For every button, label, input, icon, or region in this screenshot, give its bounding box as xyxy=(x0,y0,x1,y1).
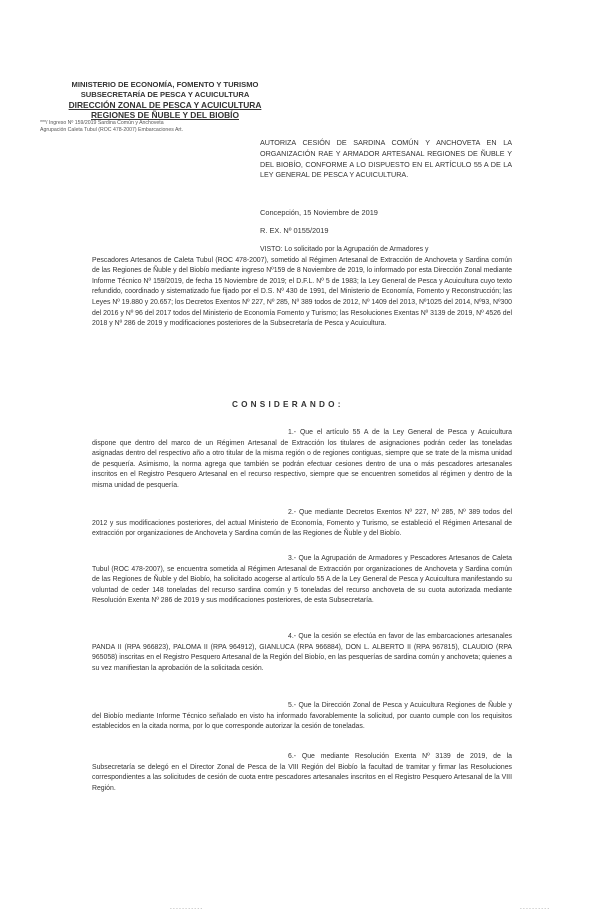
considerando-body: Regiones de Ñuble y del Biobío mediante Informe Técnico señalado en visto ha informado favorablemente la solicitud, por cuanto cumple con los requisitos establecidos en la citada norma, por lo que corresponde autorizar la cesión de toneladas. xyxy=(92,702,512,731)
considerando-body: Acuicultura dispone que dentro del marco de un Régimen Artesanal de Extracción los titulares de asignaciones podrán ceder las toneladas asignadas dentro del respectivo año a otro titular de la misma región o de regiones contiguas, siempre que se trate de la misma unidad de pesquería. Asimismo, la norma agrega que también se podrán efectuar cesiones dentro de una o más pescadores artesanales inscritos en el Registro Pesquero Artesanal en el recurso respectivo, siempre que se encuentren sometidos al régimen y dentro de la misma unidad de pesquería. xyxy=(92,429,512,489)
considerando-body: embarcaciones artesanales PANDA II (RPA 966823), PALOMA II (RPA 964912), GIANLUCA (RPA 966884), DON L. ALBERTO II (RPA 967815), CLAUDIO (RPA 965058) inscritas en el Registro Pesquero Artesanal de la Región del Biobío, en las pesquerías de sardina común y anchoveta; quienes a su vez manifiestan la aprobación de la solicitada cesión. xyxy=(92,633,512,672)
subsecretaria-name: SUBSECRETARÍA DE PESCA Y ACUICULTURA xyxy=(80,90,250,99)
considerando-6 xyxy=(92,752,512,794)
resolution-number: R. EX. Nº 0155/2019 xyxy=(260,226,329,235)
considerando-body: de la Subsecretaría se delegó en el Director Zonal de Pesca de la VIII Región del Biobío la facultad de tramitar y firmar las Resoluciones correspondientes a las solicitudes de cesión de cuota entre pescadores artesanales inscritos en el Registro Pesquero Artesanal de la VIII Región. xyxy=(92,753,512,792)
reference-line-2: Agrupación Caleta Tubul (ROC 478-2007) Embarcaciones Art. xyxy=(40,127,184,133)
considerando-3 xyxy=(92,554,512,607)
considerando-5 xyxy=(92,701,512,733)
visto-body: Pescadores Artesanos de Caleta Tubul (ROC 478-2007), sometido al Régimen Artesanal de Extracción de Anchoveta y Sardina común de las Regiones de Ñuble y del Biobío mediante ingreso Nº159 de 8 Noviembre de 2019, lo informado por esta Dirección Zonal mediante Informe Técnico Nº 159/2019, de fecha 15 Noviembre de 2019; el D.F.L. Nº 5 de 1983; la Ley General de Pesca y Acuicultura cuyo texto refundido, coordinado y sistematizado fue fijado por el D.S. Nº 430 de 1991, del Ministerio de Economía, Fomento y Reconstrucción; las Leyes Nº 19.880 y 20.657; los Decretos Exentos Nº 227, Nº 285, Nº 389 todos de 2012, Nº 1409 del 2013, Nº1025 del 2014, Nº93, Nº300 del 2016 y Nº 96 del 2017 todos del Ministerio de Economía Fomento y Turismo; las Resoluciones Exentas Nº 3139 de 2019, Nº 4526 del 2018 y Nº 286 de 2019 y modificaciones posteriores de la Subsecretaría de Pesca y Acuicultura. xyxy=(92,256,512,328)
considerando-4 xyxy=(92,632,512,674)
considerando-lead: 2.- Que mediante Decretos Exentos Nº 227, Nº 285, Nº xyxy=(288,509,466,516)
visto-lead: VISTO: Lo solicitado por la Agrupación de Armadores y xyxy=(260,246,429,253)
considerando-lead: 3.- Que la Agrupación de Armadores y Pescadores xyxy=(288,555,447,562)
footer-left-mark: - - - - - - - - - - - xyxy=(170,906,203,912)
considerando-lead: 1.- Que el artículo 55 A de la Ley General de Pesca y xyxy=(288,429,475,436)
considerando-body: Artesanos de Caleta Tubul (ROC 478-2007), se encuentra sometida al Régimen Artesanal de Extracción por organizaciones de Anchoveta y Sardina común de las Regiones de Ñuble y del Biobío, ha solicitado acogerse al artículo 55 A de la Ley General de Pesca y Acuicultura manifestando su voluntad de ceder 148 toneladas del recurso sardina común y 5 toneladas del recurso anchoveta de su cuota autorizada mediante Resolución Exenta Nº 286 de 2019 y sus modificaciones posteriores, de esta Subsecretaría. xyxy=(92,555,512,605)
considerando-lead: 4.- Que la cesión se efectúa en favor de las xyxy=(288,633,425,640)
considerando-lead: 5.- Que la Dirección Zonal de Pesca y Acuicultura xyxy=(288,702,444,709)
considerando-body: 389 todos del 2012 y sus modificaciones posteriores, del actual Ministerio de Economía, Fomento y Turismo, se estableció el Régimen Artesanal de extracción por organizaciones de Anchoveta y Sardina común de las Regiones de Ñuble y del Biobío. xyxy=(92,509,512,538)
visto-section xyxy=(92,245,512,330)
considerando-lead: 6.- Que mediante Resolución Exenta Nº 3139 de 2019, xyxy=(288,753,488,760)
ministry-name: MINISTERIO DE ECONOMÍA, FOMENTO Y TURISMO xyxy=(71,80,259,89)
regiones-name: REGIONES DE ÑUBLE Y DEL BIOBÍO xyxy=(91,110,239,120)
considerando-heading: CONSIDERANDO: xyxy=(232,400,344,409)
footer-right-mark: - - - - - - - - - - xyxy=(520,906,550,912)
reference-line-1: ***/ Ingreso Nº 159/2019 Sardina Común y Anchoveta xyxy=(40,120,164,126)
resolution-date: Concepción, 15 Noviembre de 2019 xyxy=(260,208,378,217)
considerando-2 xyxy=(92,508,512,540)
letterhead xyxy=(40,80,290,134)
considerando-1 xyxy=(92,428,512,492)
direccion-zonal-name: DIRECCIÓN ZONAL DE PESCA Y ACUICULTURA xyxy=(68,100,262,110)
resolution-subject: AUTORIZA CESIÓN DE SARDINA COMÚN Y ANCHOVETA EN LA ORGANIZACIÓN RAE Y ARMADOR ARTESANAL REGIONES DE ÑUBLE Y DEL BIOBÍO, CONFORME A LO DISPUESTO EN EL ARTÍCULO 55 A DE LA LEY GENERAL DE PESCA Y ACUICULTURA. xyxy=(260,138,512,180)
